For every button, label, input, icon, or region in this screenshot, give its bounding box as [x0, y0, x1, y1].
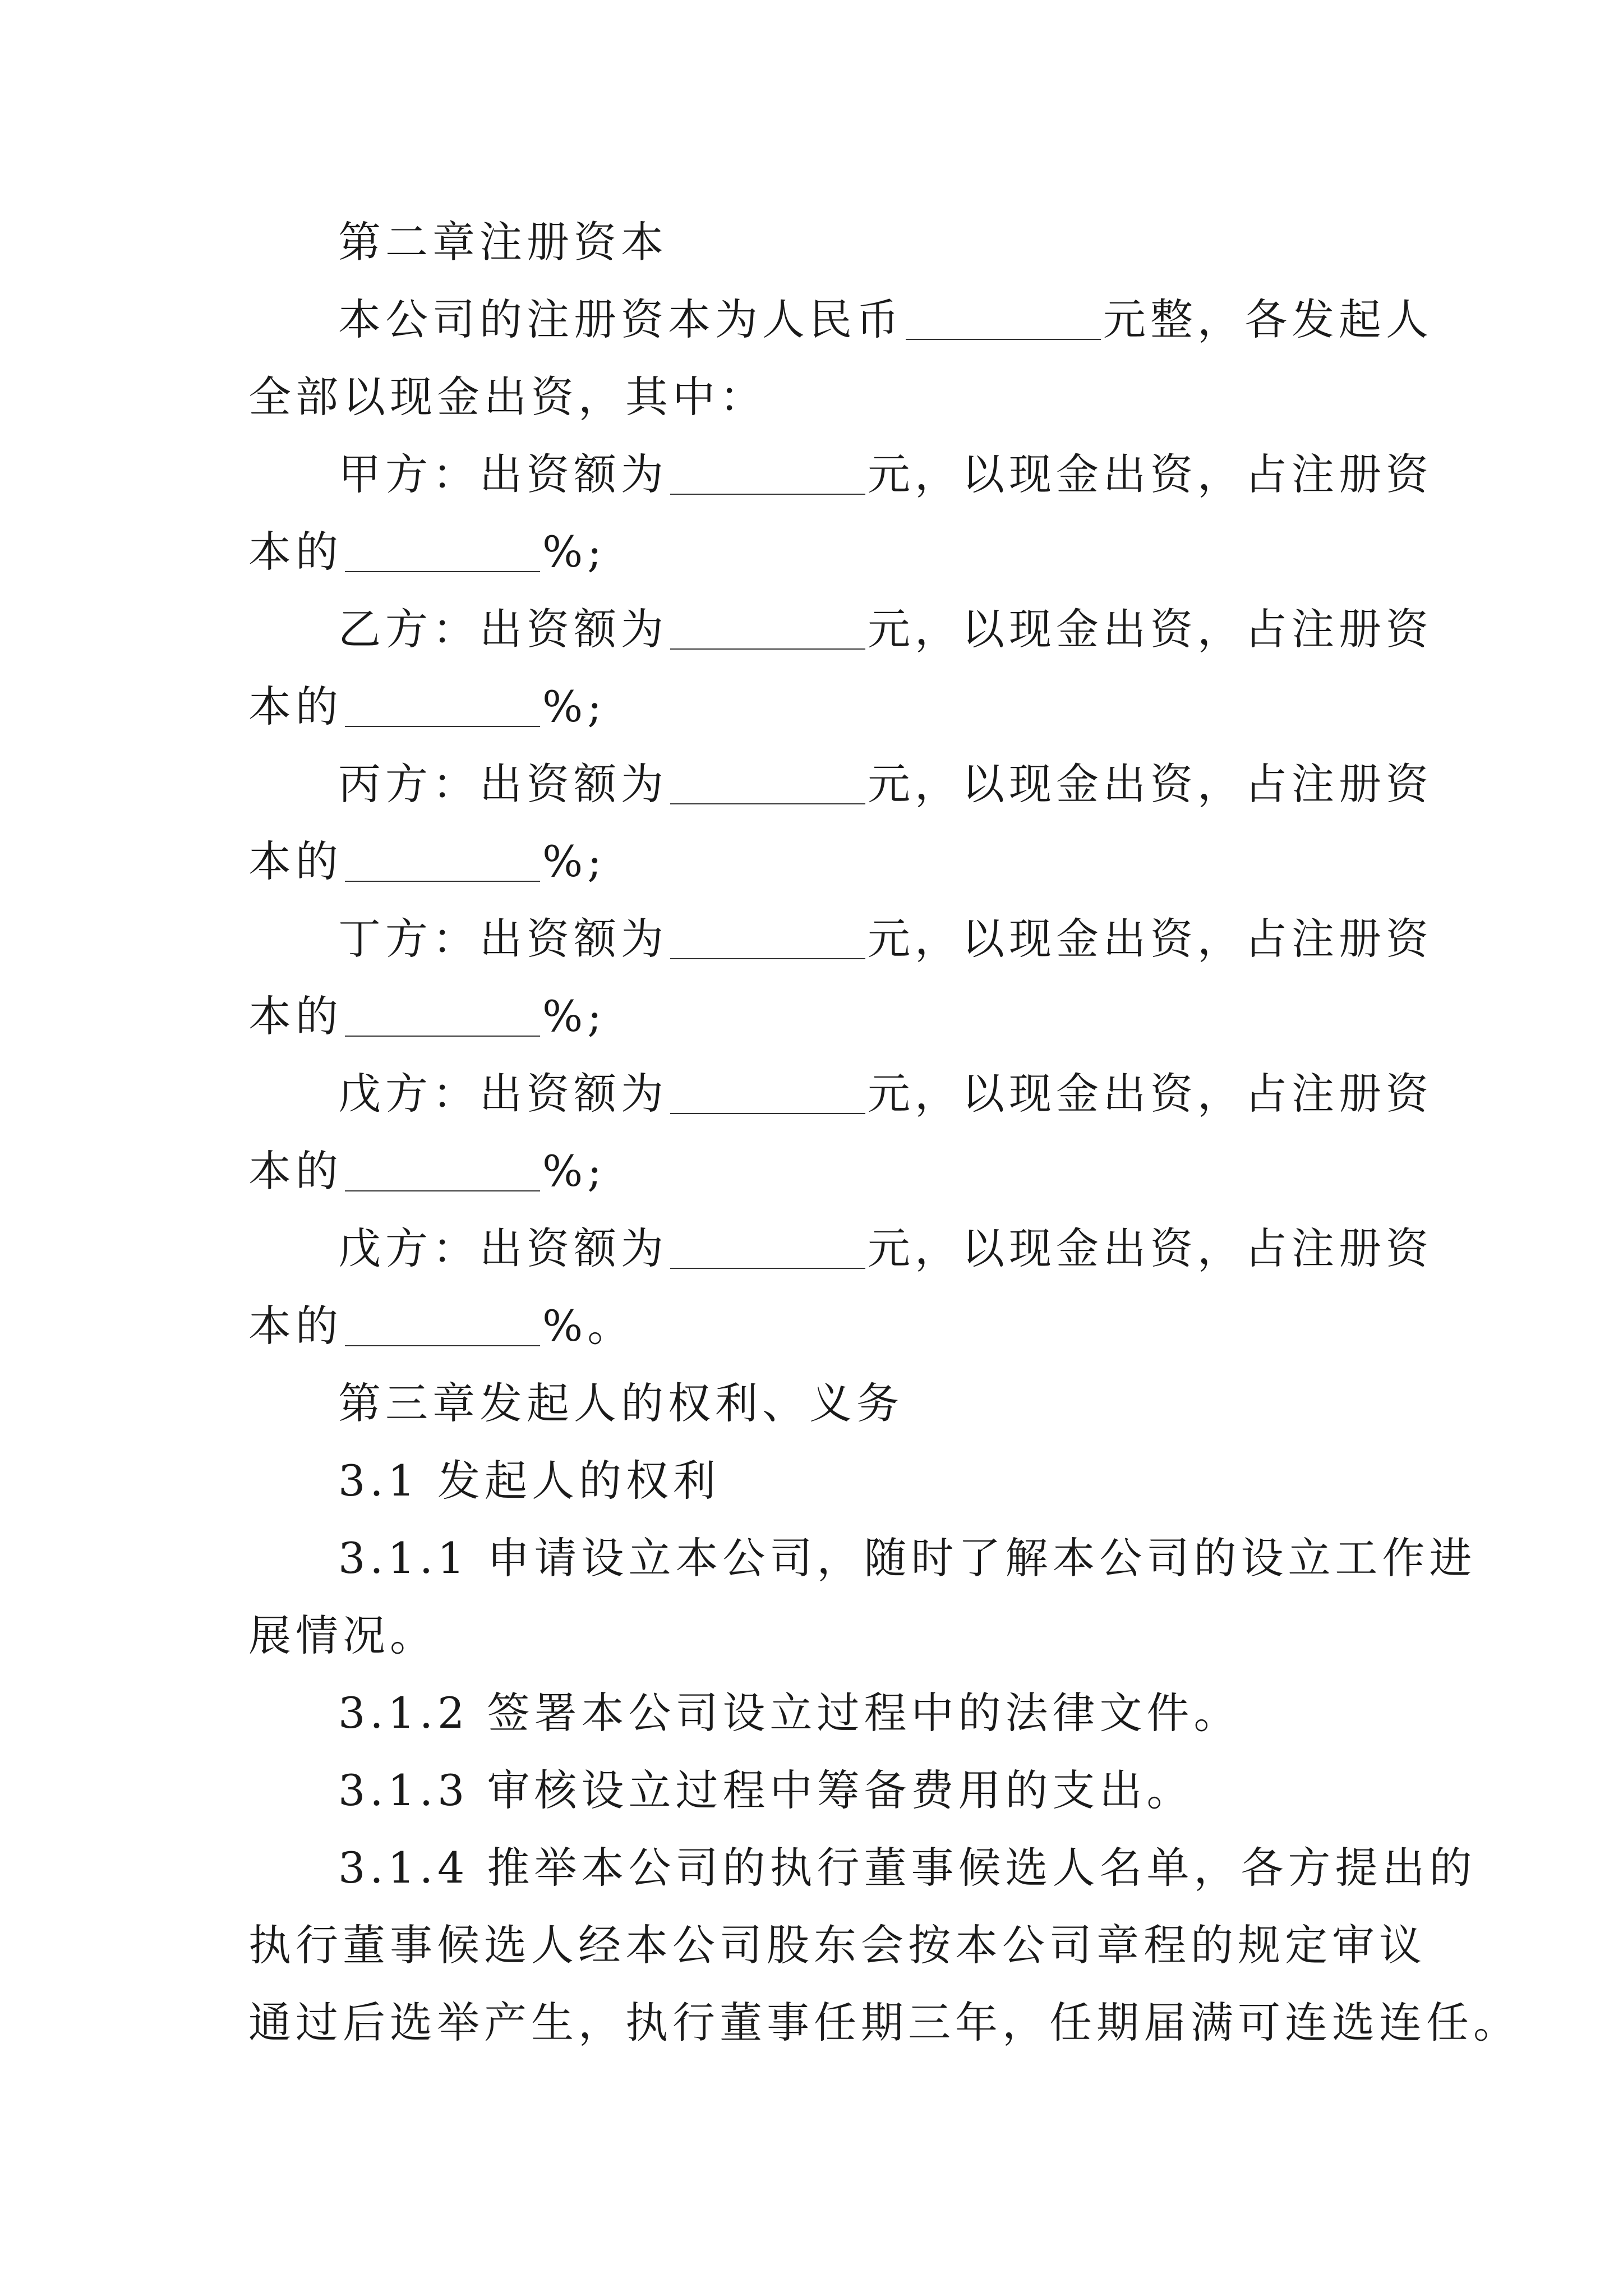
- capital-text-after-blank: 元整，各发起人: [1103, 295, 1433, 344]
- party-percent-blank: [345, 687, 540, 727]
- item-3-1-4-line-3: 通过后选举产生，执行董事任期三年，任期届满可连选连任。: [248, 1998, 1520, 2047]
- party-line-2: [248, 990, 606, 1043]
- party-amount-blank: [670, 919, 865, 959]
- item-3-1-4-line-1: 3.1.4 推举本公司的执行董事候选人名单，各方提出的: [338, 1843, 1477, 1893]
- party-text: 本的: [248, 527, 343, 577]
- party-amount-blank: [670, 454, 865, 495]
- party-amount-blank: [670, 609, 865, 650]
- capital-paragraph-line-1: [338, 293, 1433, 347]
- party-name: 甲方: [338, 449, 432, 499]
- party-text: %;: [542, 991, 606, 1041]
- item-3-1-1-line-1: 3.1.1 申请设立本公司，随时了解本公司的设立工作进: [338, 1533, 1477, 1583]
- capital-paragraph-line-2: 全部以现金出资，其中：: [248, 372, 767, 422]
- party-line-1: [338, 1222, 1433, 1276]
- party-text: 元，以现金出资，占注册资: [868, 449, 1433, 499]
- party-text: 元，以现金出资，占注册资: [868, 759, 1433, 809]
- capital-amount-blank: [906, 300, 1101, 340]
- party-name: 戊方: [338, 1223, 432, 1273]
- party-percent-blank: [345, 996, 540, 1037]
- party-text: 元，以现金出资，占注册资: [868, 604, 1433, 654]
- party-amount-blank: [670, 764, 865, 804]
- section-3-1-heading: 3.1 发起人的权利: [338, 1456, 721, 1506]
- party-amount-blank: [670, 1228, 865, 1269]
- party-text: %;: [542, 527, 606, 577]
- item-3-1-1-line-2: 展情况。: [248, 1611, 437, 1660]
- party-line-2: [248, 525, 606, 579]
- chapter-2-heading: 第二章注册资本: [338, 217, 668, 267]
- capital-text-before-blank: 本公司的注册资本为人民币: [338, 295, 903, 344]
- party-text: %;: [542, 682, 606, 731]
- item-3-1-3: 3.1.3 审核设立过程中筹备费用的支出。: [338, 1765, 1194, 1815]
- party-line-2: [248, 680, 606, 734]
- party-line-2: [248, 1299, 634, 1353]
- party-percent-blank: [345, 1306, 540, 1346]
- chapter-3-heading: 第三章发起人的权利、义务: [338, 1378, 903, 1428]
- party-text: 本的: [248, 1146, 343, 1196]
- party-line-2: [248, 1144, 606, 1198]
- party-text: 本的: [248, 682, 343, 731]
- party-text: 本的: [248, 991, 343, 1041]
- party-percent-blank: [345, 1151, 540, 1191]
- item-3-1-2: 3.1.2 签署本公司设立过程中的法律文件。: [338, 1688, 1241, 1738]
- party-text: ：出资额为: [432, 449, 668, 499]
- party-text: 本的: [248, 836, 343, 886]
- party-percent-blank: [345, 532, 540, 572]
- party-line-1: [338, 448, 1433, 501]
- party-name: 丁方: [338, 914, 432, 964]
- party-text: 元，以现金出资，占注册资: [868, 914, 1433, 964]
- party-text: 本的: [248, 1301, 343, 1351]
- party-text: ：出资额为: [432, 759, 668, 809]
- party-text: ：出资额为: [432, 1223, 668, 1273]
- party-text: 元，以现金出资，占注册资: [868, 1223, 1433, 1273]
- party-line-1: [338, 757, 1433, 811]
- party-text: 元，以现金出资，占注册资: [868, 1069, 1433, 1119]
- party-text: %;: [542, 1146, 606, 1196]
- party-text: %。: [542, 1301, 635, 1351]
- party-line-1: [338, 912, 1433, 966]
- item-3-1-4-line-2: 执行董事候选人经本公司股东会按本公司章程的规定审议: [248, 1920, 1426, 1970]
- party-line-1: [338, 602, 1433, 656]
- party-text: ：出资额为: [432, 1069, 668, 1119]
- party-text: ：出资额为: [432, 914, 668, 964]
- party-text: ：出资额为: [432, 604, 668, 654]
- party-line-2: [248, 835, 606, 889]
- party-percent-blank: [345, 841, 540, 882]
- party-text: %;: [542, 836, 606, 886]
- party-name: 戊方: [338, 1069, 432, 1119]
- party-name: 乙方: [338, 604, 432, 654]
- party-name: 丙方: [338, 759, 432, 809]
- party-amount-blank: [670, 1074, 865, 1114]
- party-line-1: [338, 1067, 1433, 1121]
